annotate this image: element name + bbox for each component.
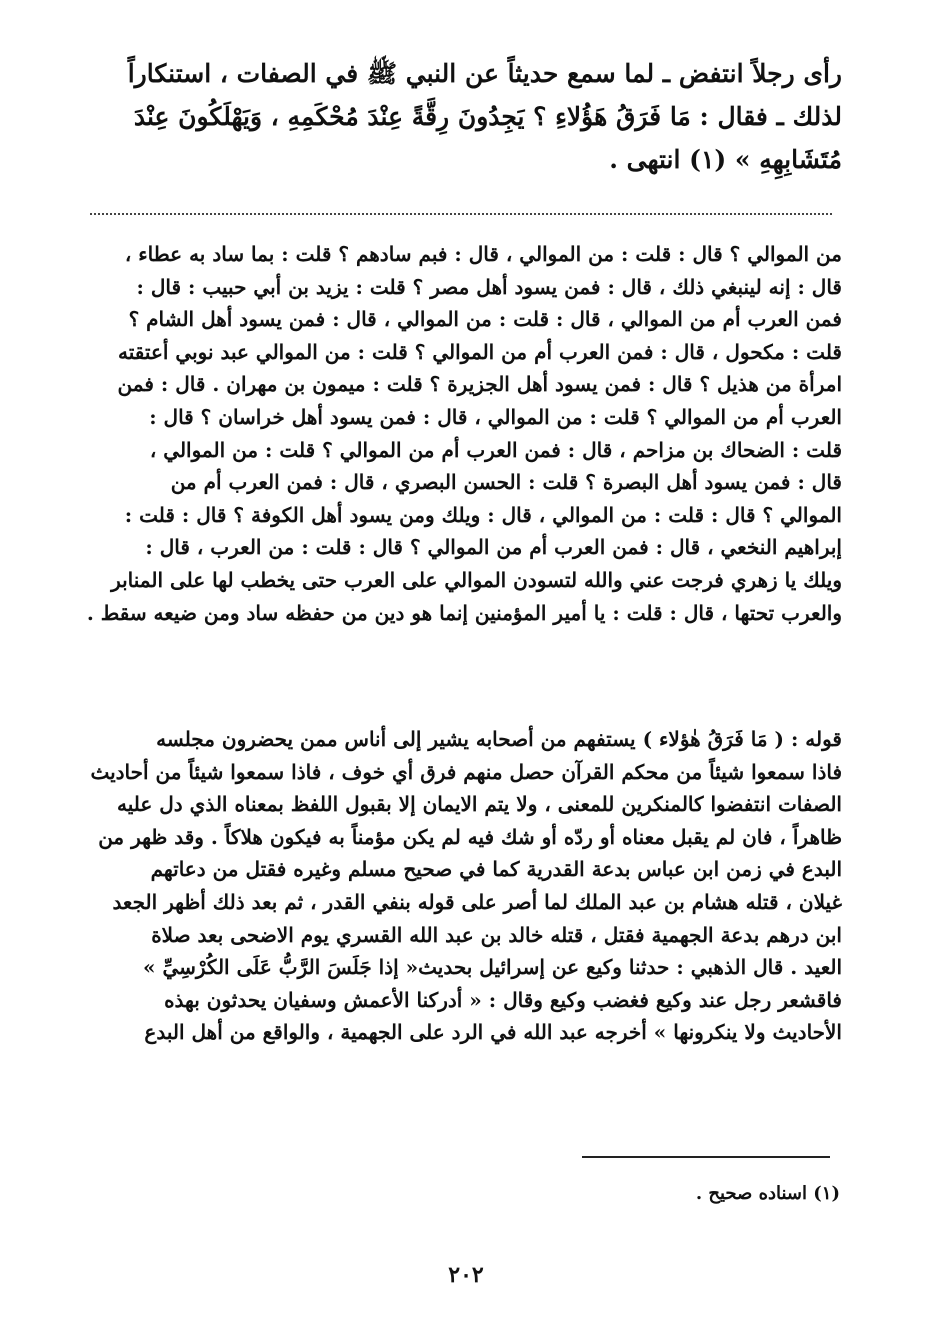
text-line: امرأة من هذيل ؟ قال : فمن يسود أهل الجزيرة ؟ قلت : ميمون بن مهران . قال : فمن	[117, 372, 842, 397]
text-line: قلت : الضحاك بن مزاحم ، قال : فمن العرب أم من الموالي ؟ قلت : من الموالي ،	[149, 437, 842, 462]
quote-line: رأى رجلاً انتفض ـ لما سمع حديثاً عن النبي ﷺ في الصفات ، استنكاراً	[127, 59, 842, 88]
text-line: قال : إنه لينبغي ذلك ، قال : فمن يسود أهل مصر ؟ قلت : يزيد بن أبي حبيب : قال :	[136, 274, 842, 299]
quoted-passage	[78, 52, 842, 181]
commentary-line: البدع في زمن ابن عباس بدعة القدرية كما في صحيح مسلم وغيره فقتل من دعاتهم	[150, 857, 842, 882]
text-line: قلت : مكحول ، قال : فمن العرب أم من الموالي ؟ قلت : من الموالي عبد نوبي أعتقته	[118, 339, 842, 364]
section-separator	[90, 213, 832, 215]
page-number: ٢٠٢	[448, 1262, 484, 1288]
text-line: والعرب تحتها ، قال : قلت : يا أمير المؤمنين إنما هو دين من حفظه ساد ومن ضيعه سقط .	[86, 600, 842, 625]
commentary-text	[78, 723, 842, 1049]
quote-line: لذلك ـ فقال : مَا فَرَقُ هَؤُلاءِ ؟ يَجِدُونَ رِقَّةً عِنْدَ مُحْكَمِهِ ، وَيَهْلَكُونَ عِنْدَ	[133, 102, 842, 131]
text-line: فمن العرب أم من الموالي ، قال : قلت : من الموالي ، قال : فمن يسود أهل الشام ؟	[128, 307, 842, 332]
commentary-line: الأحاديث ولا ينكرونها » أخرجه عبد الله في الرد على الجهمية ، والواقع من أهل البدع	[144, 1020, 842, 1045]
commentary-line: غيلان ، قتله هشام بن عبد الملك لما أصر على قوله بنفي القدر ، ثم بعد ذلك أظهر الجعد	[112, 889, 842, 914]
text-line: الموالي ؟ قال : قلت : من الموالي ، قال : ويلك ومن يسود أهل الكوفة ؟ قال : قلت :	[124, 502, 842, 527]
narration-text	[78, 238, 842, 629]
text-line: إبراهيم النخعي ، قال : فمن العرب أم من الموالي ؟ قال : قلت : من العرب ، قال :	[145, 535, 842, 560]
commentary-line: فاقشعر رجل عند وكيع فغضب وكيع وقال : « أدركنا الأعمش وسفيان يحدثون بهذه	[164, 987, 842, 1012]
footnote-separator	[582, 1156, 830, 1158]
commentary-line: ظاهراً ، فان لم يقبل معناه أو ردّه أو شك فيه لم يكن مؤمناً به فيكون هلاكاً . وقد ظهر من	[98, 824, 842, 849]
text-line: قال : فمن يسود أهل البصرة ؟ قلت : الحسن البصري ، قال : فمن العرب أم من	[170, 470, 842, 495]
commentary-line: العيد . قال الذهبي : حدثنا وكيع عن إسرائيل بحديث« إذا جَلَسَ الرَّبُّ عَلَى الكُرْسِيِّ »	[142, 955, 842, 980]
text-line: ويلك يا زهري فرجت عني والله لتسودن الموالي على العرب حتى يخطب لها على المنابر	[111, 567, 842, 592]
text-line: العرب أم من الموالي ؟ قلت : من الموالي ، قال : فمن يسود أهل خراسان ؟ قال :	[149, 404, 842, 429]
commentary-line: قوله : ( مَا فَرَقُ هٰؤلاء ) يستفهم من أصحابه يشير إلى أناس ممن يحضرون مجلسه	[156, 727, 842, 751]
commentary-line: فاذا سمعوا شيئاً من محكم القرآن حصل منهم فرق أي خوف ، فاذا سمعوا شيئاً من أحاديث	[90, 759, 842, 784]
commentary-line: ابن درهم بدعة الجهمية فقتل ، قتله خالد بن عبد الله القسري يوم الاضحى بعد صلاة	[151, 922, 842, 947]
text-line: من الموالي ؟ قال : قلت : من الموالي ، قال : فبم سادهم ؟ قلت : بما ساد به عطاء ،	[124, 242, 842, 266]
footnote: (١) اسناده صحيح .	[695, 1183, 840, 1204]
quote-line: مُتَشَابِهِهِ » (١) انتهى .	[609, 145, 842, 174]
commentary-line: الصفات انتفضوا كالمنكرين للمعنى ، ولا يتم الايمان إلا بقبول اللفظ بمعناه الذي دل عليه	[117, 792, 842, 817]
